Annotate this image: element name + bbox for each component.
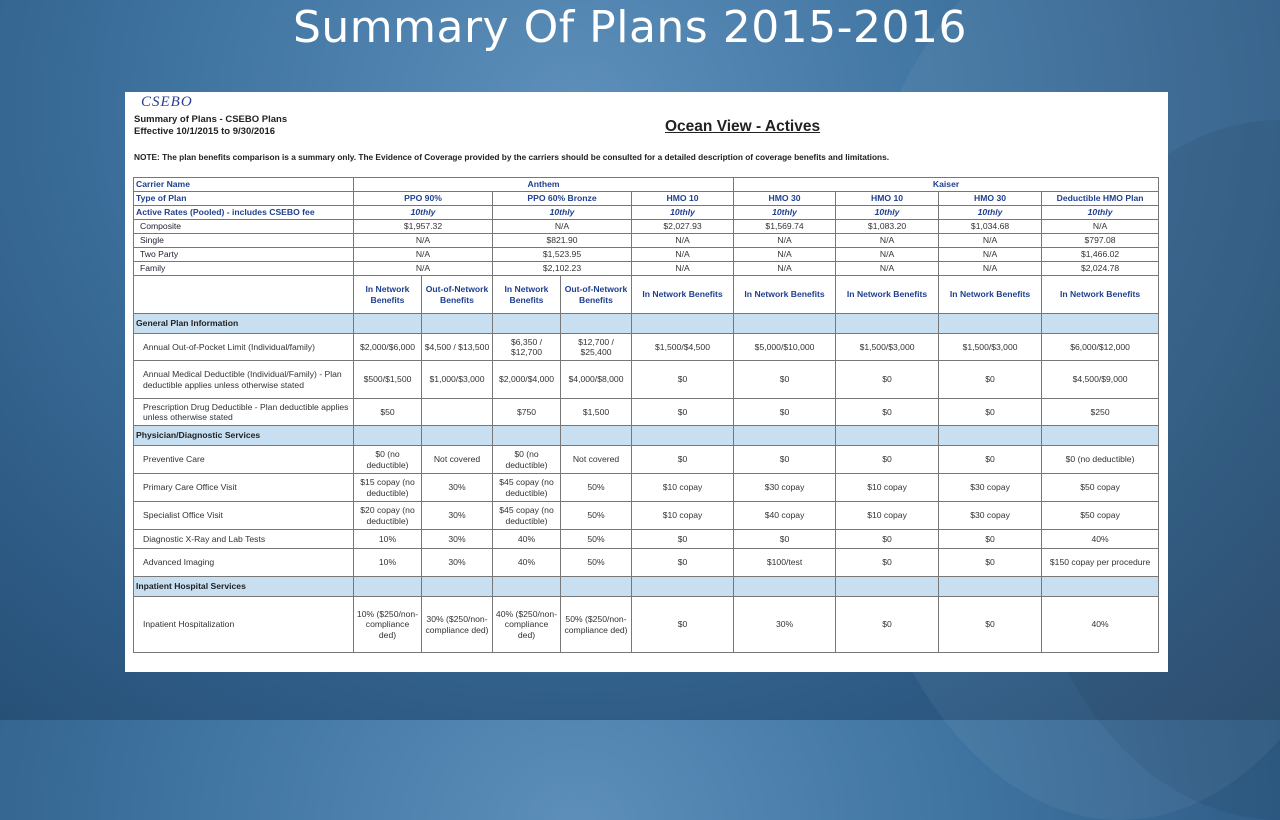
benefit-value: $0 bbox=[836, 361, 939, 399]
benefit-value: 10% bbox=[354, 530, 422, 549]
benefit-row bbox=[134, 399, 1159, 426]
benefit-value: $0 bbox=[734, 446, 836, 474]
slide-title: Summary Of Plans 2015-2016 bbox=[292, 2, 968, 53]
benefit-value: $4,500 / $13,500 bbox=[422, 334, 493, 361]
rate-label: Composite bbox=[134, 220, 354, 234]
rate-label: Family bbox=[134, 262, 354, 276]
plan-type: PPO 60% Bronze bbox=[493, 192, 632, 206]
benefit-value: $45 copay (no deductible) bbox=[493, 502, 561, 530]
rate-value: $2,027.93 bbox=[632, 220, 734, 234]
benefit-label: Advanced Imaging bbox=[134, 549, 354, 577]
effective-dates: Effective 10/1/2015 to 9/30/2016 bbox=[134, 126, 276, 137]
benefit-value: 40% bbox=[1042, 597, 1159, 653]
plan-summary-document bbox=[125, 92, 1168, 672]
plan-type-row bbox=[134, 192, 1159, 206]
benefit-value: 40% ($250/non-compliance ded) bbox=[493, 597, 561, 653]
benefit-value: $0 bbox=[734, 361, 836, 399]
rate-value: N/A bbox=[354, 248, 493, 262]
benefit-value: $6,350 / $12,700 bbox=[493, 334, 561, 361]
benefit-value: $10 copay bbox=[836, 502, 939, 530]
rate-value: N/A bbox=[354, 262, 493, 276]
benefit-value: 30% ($250/non-compliance ded) bbox=[422, 597, 493, 653]
benefit-row bbox=[134, 334, 1159, 361]
rate-value: N/A bbox=[836, 248, 939, 262]
carrier-kaiser: Kaiser bbox=[734, 178, 1159, 192]
empty-cell bbox=[134, 276, 354, 314]
benefit-value: $250 bbox=[1042, 399, 1159, 426]
section-header-row bbox=[134, 314, 1159, 334]
benefit-value: $0 bbox=[836, 446, 939, 474]
plan-type: HMO 10 bbox=[836, 192, 939, 206]
benefit-value: $0 bbox=[632, 597, 734, 653]
benefit-header: In Network Benefits bbox=[493, 276, 561, 314]
rate-value: N/A bbox=[493, 220, 632, 234]
benefit-label: Prescription Drug Deductible - Plan deductible applies unless otherwise stated bbox=[134, 399, 354, 426]
carrier-label: Carrier Name bbox=[134, 178, 354, 192]
benefit-value: $1,500/$3,000 bbox=[836, 334, 939, 361]
rate-value: N/A bbox=[354, 234, 493, 248]
benefit-value: $0 (no deductible) bbox=[354, 446, 422, 474]
benefit-row bbox=[134, 446, 1159, 474]
benefit-value: $0 bbox=[939, 549, 1042, 577]
benefit-value: $0 bbox=[836, 597, 939, 653]
benefit-value: $45 copay (no deductible) bbox=[493, 474, 561, 502]
benefit-header: In Network Benefits bbox=[354, 276, 422, 314]
benefit-value: $2,000/$4,000 bbox=[493, 361, 561, 399]
rate-value: N/A bbox=[632, 248, 734, 262]
benefit-value: $1,500/$3,000 bbox=[939, 334, 1042, 361]
rate-value: $1,523.95 bbox=[493, 248, 632, 262]
benefit-value: $0 bbox=[632, 446, 734, 474]
benefit-value: $0 (no deductible) bbox=[493, 446, 561, 474]
rate-value: $2,102.23 bbox=[493, 262, 632, 276]
benefit-value: $0 bbox=[939, 446, 1042, 474]
benefit-value: $0 bbox=[632, 549, 734, 577]
benefit-value: $750 bbox=[493, 399, 561, 426]
rate-row-two-party bbox=[134, 248, 1159, 262]
benefit-value: 10% ($250/non-compliance ded) bbox=[354, 597, 422, 653]
benefit-value: $1,000/$3,000 bbox=[422, 361, 493, 399]
benefit-value: 40% bbox=[493, 549, 561, 577]
benefit-value: $500/$1,500 bbox=[354, 361, 422, 399]
section-title: General Plan Information bbox=[134, 314, 354, 334]
benefit-value: $30 copay bbox=[734, 474, 836, 502]
rate-frequency: 10thly bbox=[1042, 206, 1159, 220]
rate-frequency: 10thly bbox=[632, 206, 734, 220]
benefit-value: 40% bbox=[1042, 530, 1159, 549]
rate-label: Two Party bbox=[134, 248, 354, 262]
rate-row-composite bbox=[134, 220, 1159, 234]
benefit-value: $30 copay bbox=[939, 502, 1042, 530]
rate-row-single bbox=[134, 234, 1159, 248]
benefit-value bbox=[422, 399, 493, 426]
benefit-header: Out-of-Network Benefits bbox=[422, 276, 493, 314]
rate-value: N/A bbox=[939, 262, 1042, 276]
benefit-row bbox=[134, 530, 1159, 549]
rate-value: $2,024.78 bbox=[1042, 262, 1159, 276]
benefit-value: 50% bbox=[561, 549, 632, 577]
rate-value: N/A bbox=[1042, 220, 1159, 234]
benefit-label: Annual Medical Deductible (Individual/Family) - Plan deductible applies unless otherwise stated bbox=[134, 361, 354, 399]
benefit-value: $0 bbox=[836, 549, 939, 577]
section-header-row bbox=[134, 577, 1159, 597]
benefit-value: 30% bbox=[422, 474, 493, 502]
benefit-row bbox=[134, 597, 1159, 653]
benefit-value: $0 bbox=[632, 530, 734, 549]
benefit-value: $4,000/$8,000 bbox=[561, 361, 632, 399]
rate-value: N/A bbox=[836, 262, 939, 276]
benefit-value: $0 bbox=[632, 361, 734, 399]
benefit-value: 50% bbox=[561, 502, 632, 530]
carrier-anthem: Anthem bbox=[354, 178, 734, 192]
rate-row-family bbox=[134, 262, 1159, 276]
benefit-row bbox=[134, 549, 1159, 577]
rate-value: $1,569.74 bbox=[734, 220, 836, 234]
benefit-label: Inpatient Hospitalization bbox=[134, 597, 354, 653]
benefit-value: $0 bbox=[734, 530, 836, 549]
benefit-value: $50 copay bbox=[1042, 474, 1159, 502]
benefit-value: 50% ($250/non-compliance ded) bbox=[561, 597, 632, 653]
benefit-header-row bbox=[134, 276, 1159, 314]
benefit-value: $15 copay (no deductible) bbox=[354, 474, 422, 502]
benefit-header: In Network Benefits bbox=[632, 276, 734, 314]
benefit-value: $4,500/$9,000 bbox=[1042, 361, 1159, 399]
plan-type: PPO 90% bbox=[354, 192, 493, 206]
benefit-label: Specialist Office Visit bbox=[134, 502, 354, 530]
benefit-value: 30% bbox=[422, 549, 493, 577]
benefit-value: 50% bbox=[561, 530, 632, 549]
rate-label: Single bbox=[134, 234, 354, 248]
benefit-label: Primary Care Office Visit bbox=[134, 474, 354, 502]
plan-comparison-table bbox=[133, 177, 1159, 653]
benefit-value: $40 copay bbox=[734, 502, 836, 530]
rate-value: N/A bbox=[734, 248, 836, 262]
benefit-value: $10 copay bbox=[836, 474, 939, 502]
rate-value: $1,957.32 bbox=[354, 220, 493, 234]
plan-type: HMO 10 bbox=[632, 192, 734, 206]
coverage-note: NOTE: The plan benefits comparison is a summary only. The Evidence of Coverage provided by the carriers should be consulted for a detailed description of coverage benefits and limitations. bbox=[134, 152, 890, 162]
benefit-value: 30% bbox=[422, 502, 493, 530]
benefit-value: 30% bbox=[734, 597, 836, 653]
document-subtitle: Summary of Plans - CSEBO Plans bbox=[134, 114, 288, 125]
plan-type: HMO 30 bbox=[939, 192, 1042, 206]
rate-value: N/A bbox=[734, 262, 836, 276]
benefit-value: $0 bbox=[939, 530, 1042, 549]
rate-value: N/A bbox=[836, 234, 939, 248]
benefit-value: $0 bbox=[632, 399, 734, 426]
benefit-value: Not covered bbox=[422, 446, 493, 474]
rates-label: Active Rates (Pooled) - includes CSEBO fee bbox=[134, 206, 354, 220]
rate-value: N/A bbox=[632, 234, 734, 248]
benefit-value: $0 bbox=[836, 530, 939, 549]
benefit-label: Diagnostic X-Ray and Lab Tests bbox=[134, 530, 354, 549]
benefit-value: $1,500/$4,500 bbox=[632, 334, 734, 361]
section-title: Physician/Diagnostic Services bbox=[134, 426, 354, 446]
benefit-row bbox=[134, 502, 1159, 530]
benefit-value: 30% bbox=[422, 530, 493, 549]
benefit-value: $10 copay bbox=[632, 474, 734, 502]
rate-frequency: 10thly bbox=[493, 206, 632, 220]
benefit-header: In Network Benefits bbox=[836, 276, 939, 314]
rate-frequency-row bbox=[134, 206, 1159, 220]
benefit-value: $2,000/$6,000 bbox=[354, 334, 422, 361]
rate-value: $797.08 bbox=[1042, 234, 1159, 248]
benefit-value: $5,000/$10,000 bbox=[734, 334, 836, 361]
benefit-header: In Network Benefits bbox=[939, 276, 1042, 314]
benefit-value: $100/test bbox=[734, 549, 836, 577]
benefit-value: 40% bbox=[493, 530, 561, 549]
rate-frequency: 10thly bbox=[354, 206, 493, 220]
rate-value: N/A bbox=[632, 262, 734, 276]
rate-frequency: 10thly bbox=[734, 206, 836, 220]
plan-type: HMO 30 bbox=[734, 192, 836, 206]
benefit-value: $6,000/$12,000 bbox=[1042, 334, 1159, 361]
benefit-value: $50 copay bbox=[1042, 502, 1159, 530]
rate-value: N/A bbox=[939, 248, 1042, 262]
carrier-row bbox=[134, 178, 1159, 192]
benefit-row bbox=[134, 474, 1159, 502]
section-title: Inpatient Hospital Services bbox=[134, 577, 354, 597]
benefit-value: $0 bbox=[939, 361, 1042, 399]
rate-value: $1,034.68 bbox=[939, 220, 1042, 234]
rate-value: $1,083.20 bbox=[836, 220, 939, 234]
benefit-value: $50 bbox=[354, 399, 422, 426]
rate-frequency: 10thly bbox=[836, 206, 939, 220]
benefit-value: $0 bbox=[939, 399, 1042, 426]
benefit-value: $12,700 / $25,400 bbox=[561, 334, 632, 361]
benefit-header: In Network Benefits bbox=[734, 276, 836, 314]
rate-value: $1,466.02 bbox=[1042, 248, 1159, 262]
benefit-row bbox=[134, 361, 1159, 399]
benefit-value: $150 copay per procedure bbox=[1042, 549, 1159, 577]
benefit-value: $0 bbox=[939, 597, 1042, 653]
benefit-value: $1,500 bbox=[561, 399, 632, 426]
benefit-label: Annual Out-of-Pocket Limit (Individual/family) bbox=[134, 334, 354, 361]
benefit-value: $0 bbox=[836, 399, 939, 426]
rate-value: $821.90 bbox=[493, 234, 632, 248]
document-heading: Ocean View - Actives bbox=[665, 118, 821, 135]
plan-type: Deductible HMO Plan bbox=[1042, 192, 1159, 206]
benefit-header: In Network Benefits bbox=[1042, 276, 1159, 314]
rate-value: N/A bbox=[734, 234, 836, 248]
benefit-value: $20 copay (no deductible) bbox=[354, 502, 422, 530]
rate-value: N/A bbox=[939, 234, 1042, 248]
csebo-logo: CSEBO bbox=[141, 94, 193, 110]
benefit-value: $0 (no deductible) bbox=[1042, 446, 1159, 474]
benefit-value: 10% bbox=[354, 549, 422, 577]
rate-frequency: 10thly bbox=[939, 206, 1042, 220]
benefit-label: Preventive Care bbox=[134, 446, 354, 474]
benefit-value: $30 copay bbox=[939, 474, 1042, 502]
benefit-value: $0 bbox=[734, 399, 836, 426]
benefit-value: $10 copay bbox=[632, 502, 734, 530]
benefit-value: Not covered bbox=[561, 446, 632, 474]
benefit-header: Out-of-Network Benefits bbox=[561, 276, 632, 314]
section-header-row bbox=[134, 426, 1159, 446]
plan-type-label: Type of Plan bbox=[134, 192, 354, 206]
benefit-value: 50% bbox=[561, 474, 632, 502]
